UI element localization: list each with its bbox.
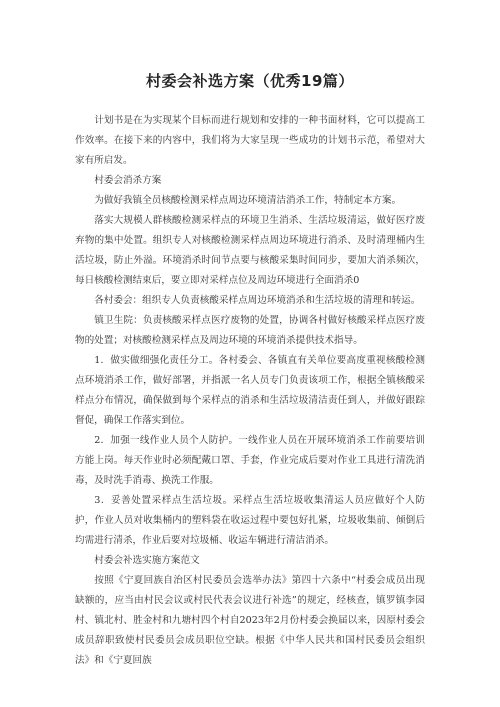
section-heading: 村委会补选实施方案范文	[94, 555, 200, 566]
body-paragraph: 落实大规模人群核酸检测采样点的环境卫生消杀、生活垃圾清运，做好医疗废弃物的集中处置。组织专人对核酸检测采样点周边环境进行消杀、及时清理桶内生活垃圾，防止外溢。环境消杀时间节点要与核酸采集时间同步，要加大消杀频次，每日核酸检测结束后，要立即对采样点位及周边环境进行全面消杀0	[75, 215, 425, 286]
body-paragraph: 计划书是在为实现某个目标而进行规划和安排的一种书面材料，它可以提高工作效率。在接下来的内容中，我们将为大家呈现一些成功的计划书示范，希望对大家有所启发。	[75, 115, 425, 166]
body-paragraph: 2．加强一线作业人员个人防护。一线作业人员在开展环境消杀工作前要培训方能上岗。每天作业时必须配戴口罩、手套，作业完成后要对作业工具进行清洗消毒，及时洗手消毒、换洗工作服。	[75, 435, 425, 486]
body-paragraph: 为做好我镇全员核酸检测采样点周边环境清洁消杀工作，特制定本方案。	[94, 195, 402, 206]
document-title: 村委会补选方案（优秀19篇）	[146, 72, 354, 90]
body-paragraph: 按照《宁夏回族自治区村民委员会选举办法》第四十六条中“村委会成员出现缺额的，应当由村民会议或村民代表会议进行补选”的规定，经核查，镇罗镇李园村、镇北村、胜金村和九塘村四个村自2023年2月份村委会换届以来，因原村委会成员辞职致使村民委员会成员职位空缺。根据《中华人民共和国村民委员会组织法》和《宁夏回族	[75, 575, 425, 666]
document-body	[75, 111, 425, 671]
body-paragraph: 各村委会：组织专人负责核酸采样点周边环境消杀和生活垃圾的清理和转运。	[94, 295, 421, 306]
section-heading: 村委会消杀方案	[94, 175, 162, 186]
body-paragraph: 3．妥善处置采样点生活垃圾。采样点生活垃圾收集清运人员应做好个人防护，作业人员对收集桶内的塑料袋在收运过程中要包好扎紧，垃圾收集前、倾倒后均需进行清杀，作业后要对垃圾桶、收运车辆进行清洁消杀。	[75, 495, 425, 546]
body-paragraph: 镇卫生院：负责核酸采样点医疗废物的处置，协调各村做好核酸采样点医疗废物的处置；对核酸检测采样点及周边环境的环境消杀提供技术指导。	[75, 315, 425, 346]
body-paragraph: 1．做实做细强化责任分工。各村委会、各镇直有关单位要高度重视核酸检测点环境消杀工作，做好部署，并指派一名人员专门负责该项工作，根据全镇核酸采样点分布情况，确保做到每个采样点的消杀和生活垃圾清洁责任到人，并做好跟踪督促，确保工作落实到位。	[75, 355, 425, 426]
